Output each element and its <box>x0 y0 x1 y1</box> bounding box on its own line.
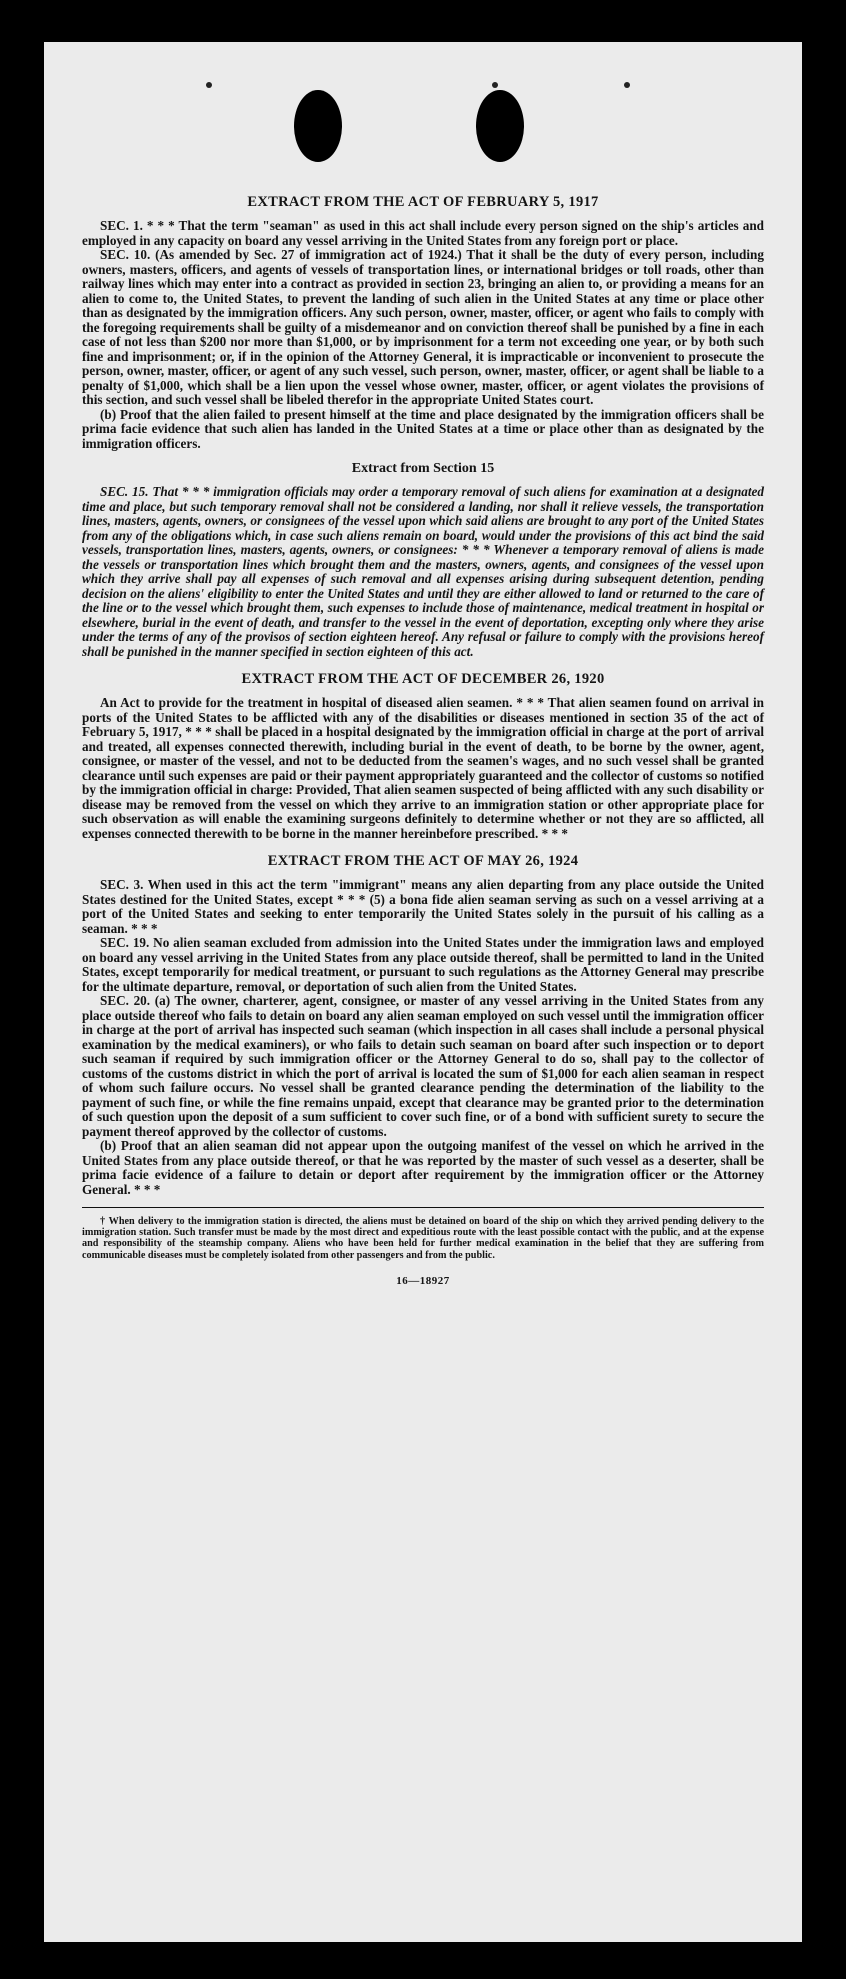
heading-section-15: Extract from Section 15 <box>351 461 495 476</box>
heading-act-1924: EXTRACT FROM THE ACT OF MAY 26, 1924 <box>267 853 579 869</box>
sec3-paragraph: SEC. 3. When used in this act the term "immigrant" means any alien departing from any place outside the United States destined for the United States, except * * * (5) a bona fide alien seaman serving as such on a vessel arriving at a port of the United States and seeking to enter temporarily the United States solely in the pursuit of his calling as a seaman. * * * <box>82 877 764 936</box>
heading-act-1920: EXTRACT FROM THE ACT OF DECEMBER 26, 1920 <box>241 671 605 687</box>
document-page <box>44 42 802 1942</box>
ink-mark <box>492 82 498 88</box>
sec19-paragraph: SEC. 19. No alien seaman excluded from admission into the United States under the immigration laws and employed on board any vessel arriving in the United States from any place outside thereof, shall be permitted to land in the United States, except temporarily for medical treatment, or pursuant to such regulations as the Attorney General may prescribe for the ultimate departure, removal, or deportation of such alien from the United States. <box>82 935 764 994</box>
footnote: † When delivery to the immigration station is directed, the aliens must be detained on board of the ship on which they arrived pending delivery to the immigration station. Such transfer must be made by the most direct and expeditious route with the least possible contact with the public, and at the expense and responsibility of the steamship company. Aliens who have been held for further medical examination in the belief that they are suffering from communicable diseases must be completely isolated from other passengers and from the public. <box>82 1216 764 1261</box>
sec15-paragraph: SEC. 15. That * * * immigration officials may order a temporary removal of such aliens for examination at a designated time and place, but such temporary removal shall not be considered a landing, nor shall it relieve vessels, the transportation lines, masters, agents, owners, or consignees of the vessel upon which said aliens are brought to any port of the United States from any of the obligations which, in case such aliens remain on board, would under the provisions of this act bind the said vessels, transportation lines, masters, agents, owners, or consignees: * * * Whenever a temporary removal of aliens is made the vessels or transportation lines which brought them and the masters, owners, agents, and consignees of the vessel upon which they arrive shall pay all expenses of such removal and all expenses arising during subsequent detention, pending decision on the aliens' eligibility to enter the United States and until they are either allowed to land or returned to the care of the line or to the vessel which brought them, such expenses to include those of maintenance, medical treatment in hospital or elsewhere, burial in the event of death, and transfer to the vessel in the event of deportation, excepting only where they arise under the terms of any of the provisos of section eighteen hereof. Any refusal or failure to comply with the provisions hereof shall be punished in the manner specified in section eighteen of this act. <box>82 484 764 659</box>
act1920-paragraph: An Act to provide for the treatment in hospital of diseased alien seamen. * * * That alien seamen found on arrival in ports of the United States to be afflicted with any of the disabilities or diseases mentioned in section 35 of the act of February 5, 1917, * * * shall be placed in a hospital designated by the immigration official in charge at the port of arrival and treated, all expenses connected therewith, including burial in the event of death, to be borne by the owner, agent, consignee, or master of the vessel, and not to be deducted from the seamen's wages, and no such vessel shall be granted clearance until such expenses are paid or their payment appropriately guaranteed and the collector of customs so notified by the immigration official in charge: Provided, That alien seamen suspected of being afflicted with any such disability or disease may be removed from the vessel on which they arrive to an immigration station or other appropriate place for such observation as will enable the examining surgeons definitely to determine whether or not they are so afflicted, all expenses connected therewith to be borne in the manner hereinbefore prescribed. * * * <box>82 695 764 841</box>
sec20a-paragraph: SEC. 20. (a) The owner, charterer, agent, consignee, or master of any vessel arriving in the United States from any place outside thereof who fails to detain on board any alien seaman employed on such vessel until the immigration officer in charge at the port of arrival has inspected such seaman (which inspection in all cases shall include a personal physical examination by the medical examiners), or who fails to detain such seaman on board after such inspection or to deport such seaman if required by such immigration officer or the Attorney General to do so, shall pay to the collector of customs of the customs district in which the port of arrival is located the sum of $1,000 for each alien seaman in respect of whom such failure occurs. No vessel shall be granted clearance pending the determination of the liability to the payment of such fine, or while the fine remains unpaid, except that clearance may be granted prior to the determination of such question upon the deposit of a sum sufficient to cover such fine, or of a bond with sufficient surety to secure the payment thereof approved by the collector of customs. <box>82 993 764 1139</box>
sec10-paragraph: SEC. 10. (As amended by Sec. 27 of immigration act of 1924.) That it shall be the duty of every person, including owners, masters, officers, and agents of vessels of transportation lines, or international bridges or toll roads, other than railway lines which may enter into a contract as provided in section 23, bringing an alien to, or providing a means for an alien to come to, the United States, to prevent the landing of such alien in the United States at any time or place other than as designated by the immigration officers. Any such person, owner, master, officer, or agent who fails to comply with the foregoing requirements shall be guilty of a misdemeanor and on conviction thereof shall be punished by a fine in each case of not less than $200 nor more than $1,000, or by imprisonment for a term not exceeding one year, or by both such fine and imprisonment; or, if in the opinion of the Attorney General, it is impracticable or inconvenient to prosecute the person, owner, master, officer, or agent of any such vessel, such person, owner, master, officer, or agent shall be liable to a penalty of $1,000, which shall be a lien upon the vessel whose owner, master, officer, or agent violates the provisions of this section, and such vessel shall be libeled therefor in the appropriate United States court. <box>82 247 764 407</box>
punch-hole-left <box>294 90 342 162</box>
sec1-paragraph: SEC. 1. * * * That the term "seaman" as used in this act shall include every person signed on the ship's articles and employed in any capacity on board any vessel arriving in the United States from any foreign port or place. <box>82 218 764 248</box>
punch-hole-right <box>476 90 524 162</box>
ink-mark <box>206 82 212 88</box>
heading-act-1917: EXTRACT FROM THE ACT OF FEBRUARY 5, 1917 <box>247 194 599 210</box>
footnote-divider <box>82 1207 764 1208</box>
sec20b-paragraph: (b) Proof that an alien seaman did not appear upon the outgoing manifest of the vessel on which he arrived in the United States from any place outside thereof, or that he was reported by the master of such vessel as a deserter, shall be prima facie evidence of a failure to detain or deport after requirement by the immigration officer or the Attorney General. * * * <box>82 1138 764 1197</box>
form-code: 16—18927 <box>396 1274 450 1287</box>
sec10b-paragraph: (b) Proof that the alien failed to present himself at the time and place designated by the immigration officers shall be prima facie evidence that such alien has landed in the United States at a time or place other than as designated by the immigration officers. <box>82 406 764 451</box>
ink-mark <box>624 82 630 88</box>
